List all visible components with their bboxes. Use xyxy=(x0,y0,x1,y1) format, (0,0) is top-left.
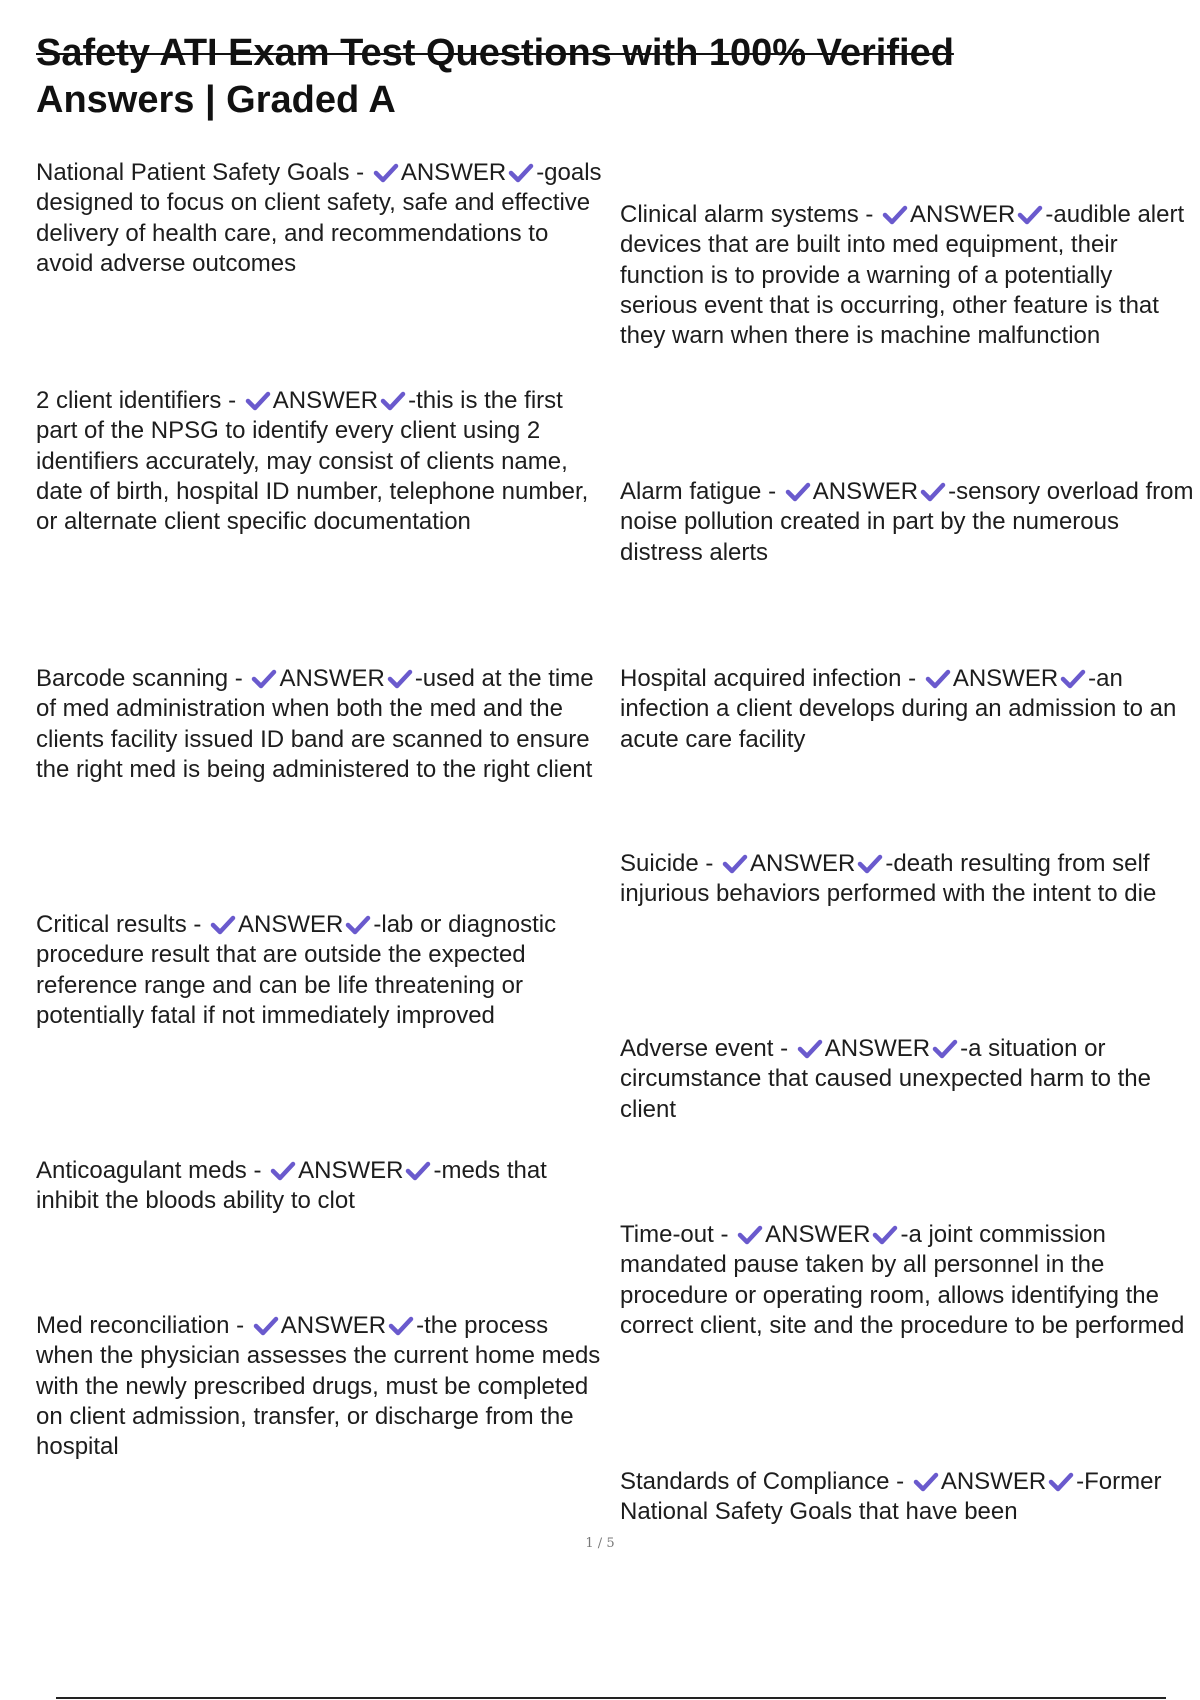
checkmark-icon xyxy=(932,1039,958,1059)
checkmark-icon xyxy=(405,1161,431,1181)
entry-definition: -the process when the physician assesses the current home meds with the newly prescribed drugs, must be completed on client admission, transfer, or discharge from the hospital xyxy=(36,1312,601,1461)
checkmark-icon xyxy=(882,205,908,225)
entry-term: Standards of Compliance - xyxy=(620,1468,911,1495)
flashcard-entry xyxy=(620,1467,1195,1528)
title-line-2: Answers | Graded A xyxy=(36,79,396,121)
title-line-1: Safety ATI Exam Test Questions with 100% Verified xyxy=(36,32,954,74)
entry-term: Hospital acquired infection - xyxy=(620,665,923,692)
checkmark-icon xyxy=(380,391,406,411)
entry-term: 2 client identifiers - xyxy=(36,387,243,414)
entry-term: National Patient Safety Goals - xyxy=(36,159,371,186)
entry-definition: -Former National Safety Goals that have been xyxy=(620,1468,1162,1526)
entry-definition: -meds that inhibit the bloods ability to clot xyxy=(36,1157,547,1215)
flashcard-entry xyxy=(620,1220,1195,1341)
entry-term: Med reconciliation - xyxy=(36,1312,251,1339)
checkmark-icon xyxy=(913,1472,939,1492)
answer-label: ANSWER xyxy=(400,159,507,186)
flashcard-entry xyxy=(36,1156,606,1217)
checkmark-icon xyxy=(388,1316,414,1336)
flashcard-entry xyxy=(36,386,606,537)
entry-term: Anticoagulant meds - xyxy=(36,1157,269,1184)
answer-label: ANSWER xyxy=(765,1221,871,1248)
checkmark-icon xyxy=(245,391,271,411)
entry-definition: -this is the first part of the NPSG to identify every client using 2 identifiers accurately, may consist of clients name, date of birth, hospital ID number, telephone number, or alternate client specific documentation xyxy=(36,387,589,536)
flashcard-entry xyxy=(620,477,1195,568)
checkmark-icon xyxy=(210,915,236,935)
entry-definition: -an infection a client develops during an admission to an acute care facility xyxy=(620,665,1177,753)
entry-term: Time-out - xyxy=(620,1221,736,1248)
answer-label: ANSWER xyxy=(272,387,379,414)
answer-label: ANSWER xyxy=(952,665,1059,692)
checkmark-icon xyxy=(1017,205,1043,225)
answer-label: ANSWER xyxy=(750,850,856,877)
flashcard-entry xyxy=(620,1034,1195,1125)
checkmark-icon xyxy=(345,915,371,935)
answer-label: ANSWER xyxy=(812,478,919,505)
checkmark-icon xyxy=(1048,1472,1074,1492)
flashcard-entry xyxy=(620,664,1195,755)
checkmark-icon xyxy=(253,1316,279,1336)
entry-definition: -a joint commission mandated pause taken by all personnel in the procedure or operating room, allows identifying the correct client, site and the procedure to be performed xyxy=(620,1221,1185,1339)
entry-definition: -sensory overload from noise pollution created in part by the numerous distress alerts xyxy=(620,478,1194,566)
checkmark-icon xyxy=(872,1225,898,1245)
answer-label: ANSWER xyxy=(238,911,344,938)
entry-term: Clinical alarm systems - xyxy=(620,201,881,228)
checkmark-icon xyxy=(270,1161,296,1181)
checkmark-icon xyxy=(373,163,399,183)
entry-definition: -goals designed to focus on client safety, safe and effective delivery of health care, and recommendations to avoid adverse outcomes xyxy=(36,159,602,277)
footer-divider xyxy=(56,1697,1166,1699)
checkmark-icon xyxy=(722,854,748,874)
entry-term: Suicide - xyxy=(620,850,721,877)
checkmark-icon xyxy=(920,482,946,502)
checkmark-icon xyxy=(251,669,277,689)
checkmark-icon xyxy=(508,163,534,183)
answer-label: ANSWER xyxy=(298,1157,404,1184)
document-title xyxy=(36,30,1136,124)
entry-definition: -used at the time of med administration when both the med and the clients facility issued ID band are scanned to ensure the right med is being administered to the right client xyxy=(36,665,594,783)
entry-term: Critical results - xyxy=(36,911,209,938)
answer-label: ANSWER xyxy=(824,1035,931,1062)
checkmark-icon xyxy=(387,669,413,689)
flashcard-entry xyxy=(620,849,1195,910)
flashcard-entry xyxy=(36,664,606,785)
entry-definition: -lab or diagnostic procedure result that are outside the expected reference range and can be life threatening or potentially fatal if not immediately improved xyxy=(36,911,557,1029)
answer-label: ANSWER xyxy=(280,1312,387,1339)
flashcard-entry xyxy=(36,910,606,1031)
answer-label: ANSWER xyxy=(940,1468,1047,1495)
checkmark-icon xyxy=(797,1039,823,1059)
entry-term: Alarm fatigue - xyxy=(620,478,783,505)
flashcard-entry xyxy=(36,1311,606,1462)
entry-term: Adverse event - xyxy=(620,1035,795,1062)
entry-definition: -audible alert devices that are built into med equipment, their function is to provide a warning of a potentially serious event that is occurring, other feature is that they warn when there is machine malfunction xyxy=(620,201,1185,350)
checkmark-icon xyxy=(737,1225,763,1245)
entry-term: Barcode scanning - xyxy=(36,665,250,692)
flashcard-entry xyxy=(620,200,1195,351)
entry-definition: -a situation or circumstance that caused unexpected harm to the client xyxy=(620,1035,1151,1123)
answer-label: ANSWER xyxy=(279,665,385,692)
checkmark-icon xyxy=(857,854,883,874)
entry-definition: -death resulting from self injurious behaviors performed with the intent to die xyxy=(620,850,1157,908)
checkmark-icon xyxy=(1060,669,1086,689)
answer-label: ANSWER xyxy=(910,201,1016,228)
checkmark-icon xyxy=(925,669,951,689)
checkmark-icon xyxy=(785,482,811,502)
flashcard-entry xyxy=(36,158,606,279)
page-number: 1 / 5 xyxy=(585,1536,615,1551)
